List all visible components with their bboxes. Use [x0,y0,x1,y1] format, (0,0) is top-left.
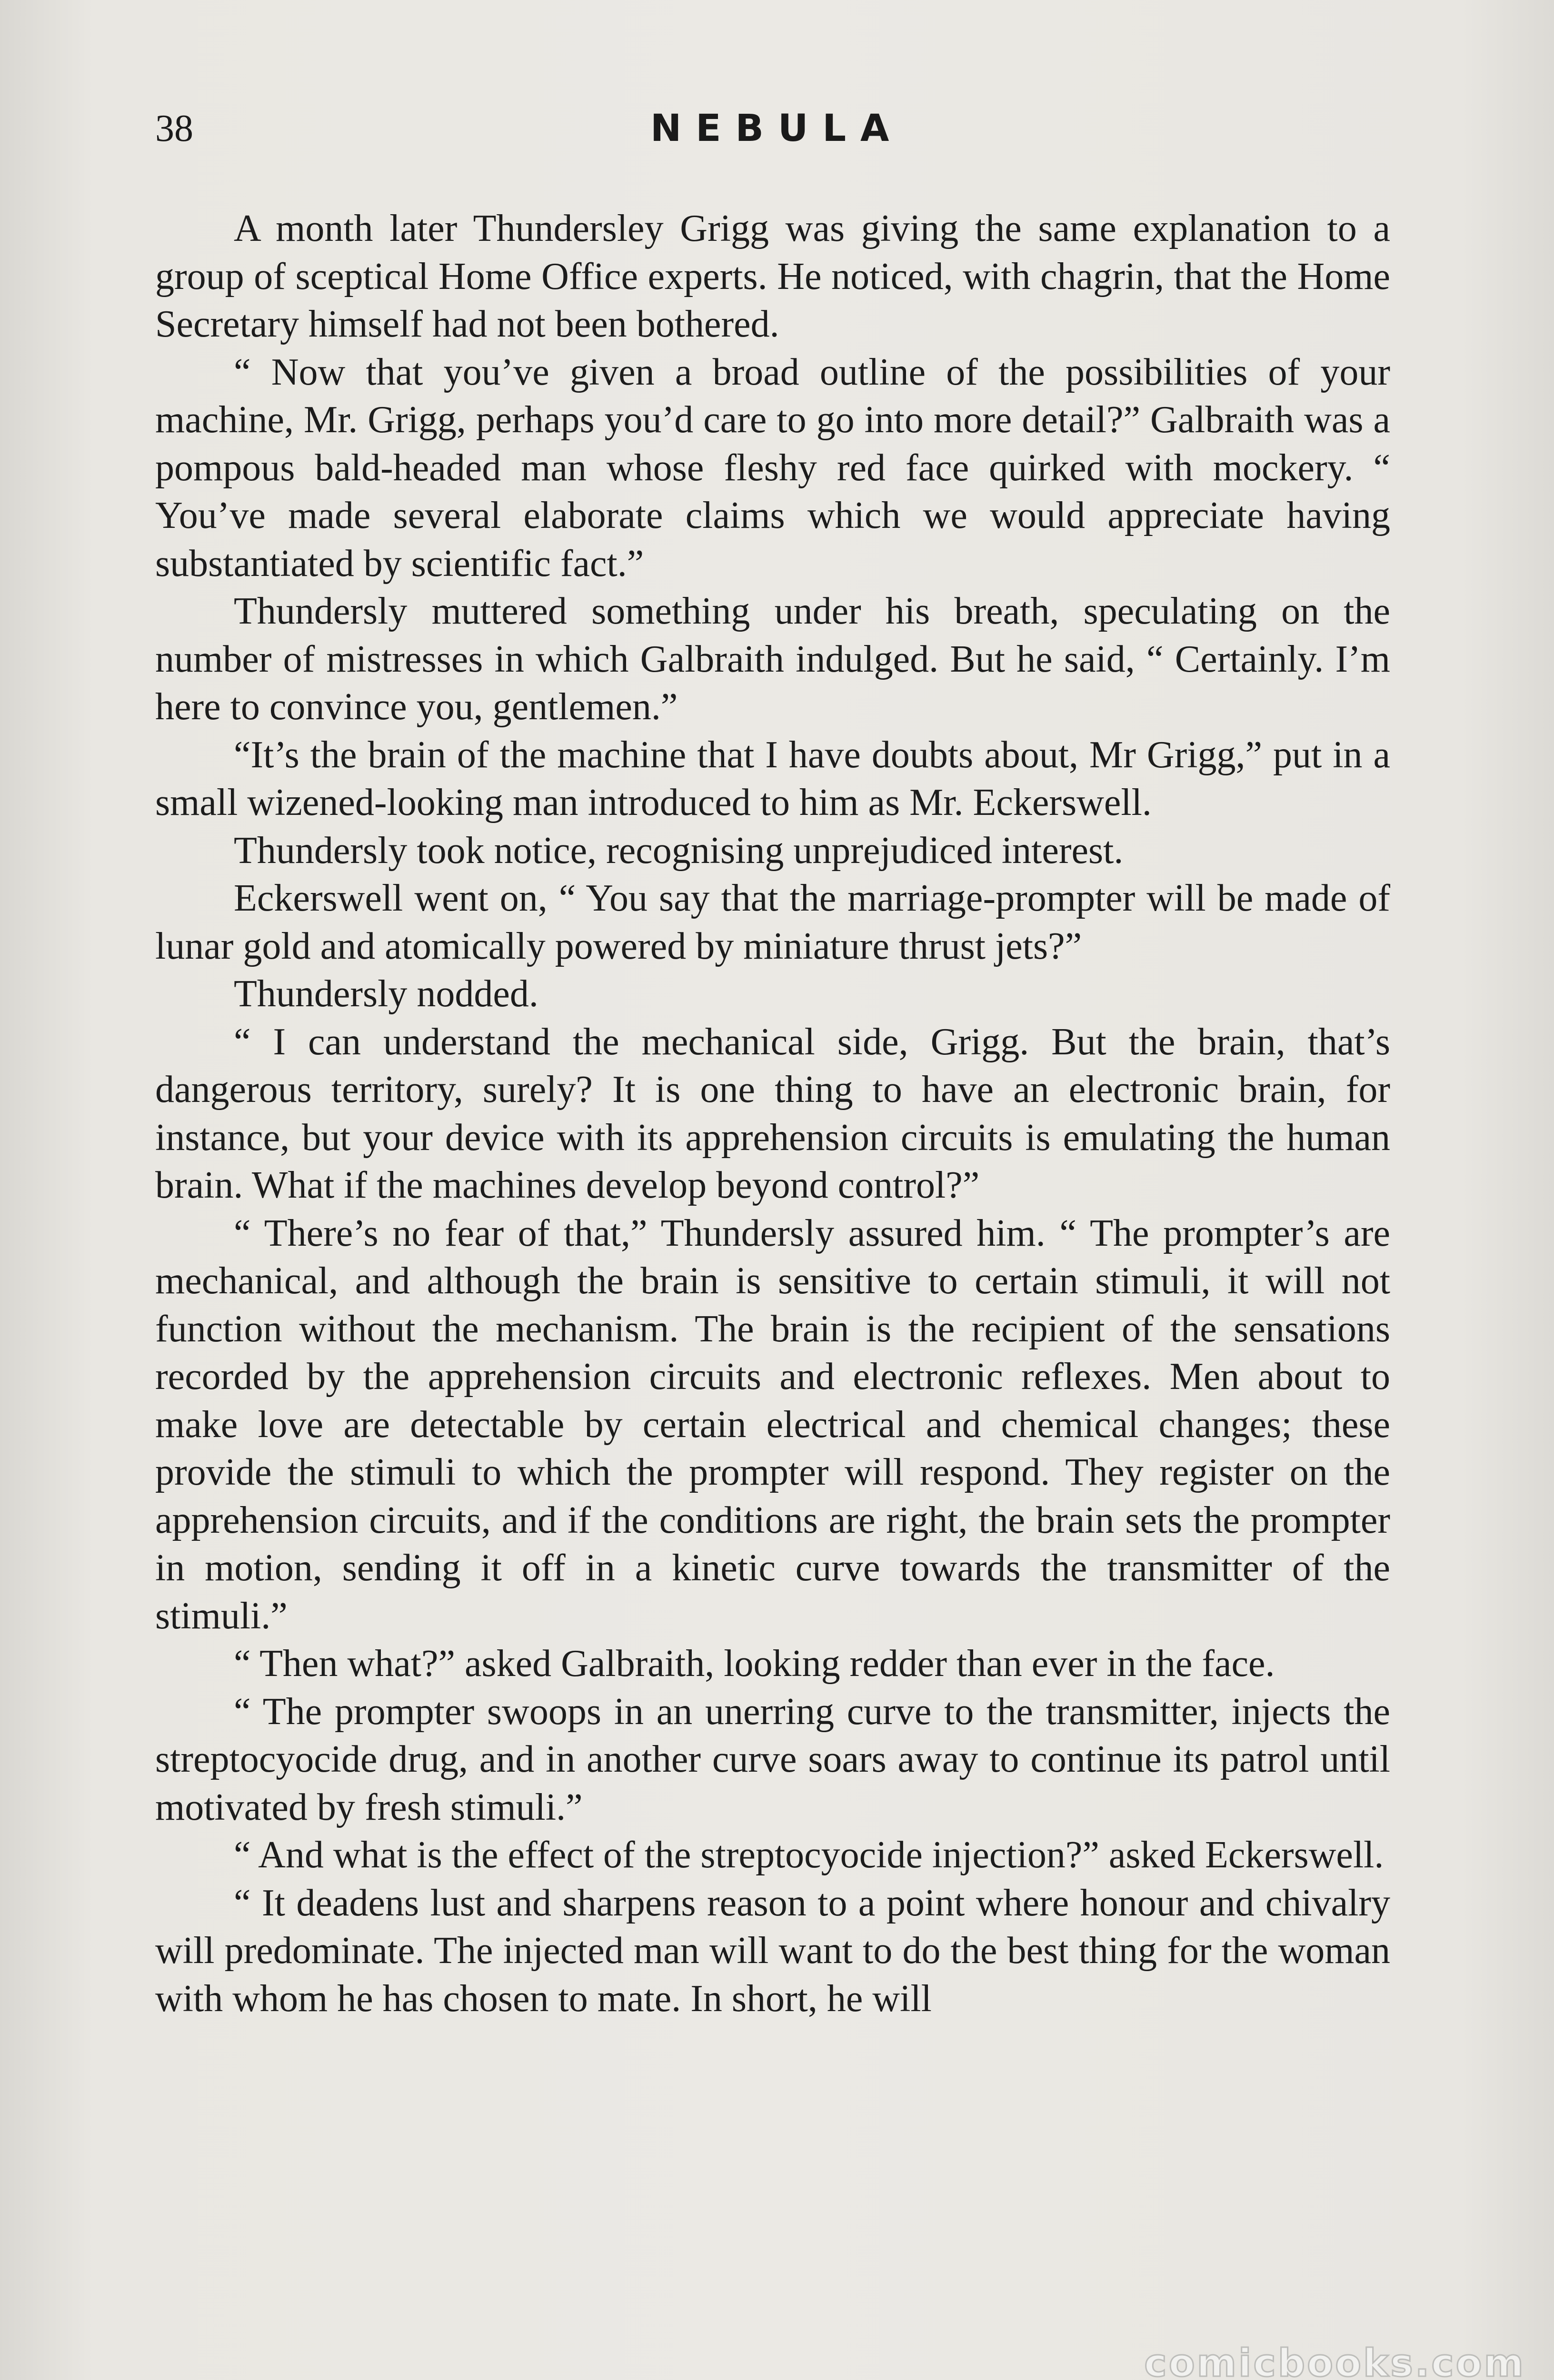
paragraph: “It’s the brain of the machine that I have doubts about, Mr Grigg,” put in a small wizened-looking man introduced to him as Mr. Eckerswell. [155,734,1390,823]
paragraph: “ There’s no fear of that,” Thundersly assured him. “ The prompter’s are mechanical, and although the brain is sensitive to certain stimuli, it will not function without the mechanism. The brain is the recipient of the sensations recorded by the apprehension circuits and electronic reflexes. Men about to make love are detectable by certain electrical and chemical changes; these provide the stimuli to which the prompter will respond. They register on the apprehension circuits, and if the conditions are right, the brain sets the prompter in motion, sending it off in a kinetic curve towards the transmitter of the stimuli.” [155,1212,1390,1637]
paragraph: Thundersly took notice, recognising unprejudiced interest. [234,829,1124,872]
body-text [155,205,1390,2023]
page-number: 38 [155,108,193,149]
paragraph: Eckerswell went on, “ You say that the marriage-prompter will be made of lunar gold and atomically powered by miniature thrust jets?” [155,877,1390,967]
paragraph: “ It deadens lust and sharpens reason to a point where honour and chivalry will predominate. The injected man will want to do the best thing for the woman with whom he has chosen to mate. In short, he will [155,1882,1390,2020]
paragraph: “ The prompter swoops in an unerring curve to the transmitter, injects the streptocyocide drug, and in another curve soars away to continue its patrol until motivated by fresh stimuli.” [155,1690,1390,1828]
paragraph: “ Now that you’ve given a broad outline of the possibilities of your machine, Mr. Grigg, perhaps you’d care to go into more detail?” Galbraith was a pompous bald-headed man whose fleshy red face quirked with mockery. “ You’ve made several elaborate claims which we would appreciate having substantiated by scientific fact.” [155,351,1390,585]
paragraph: “ Then what?” asked Galbraith, looking redder than ever in the face. [234,1643,1275,1685]
paragraph: Thundersly nodded. [234,973,538,1015]
paragraph: “ And what is the effect of the streptocyocide injection?” asked Eckerswell. [234,1834,1384,1876]
watermark: comicbooks.com [1144,2341,1525,2380]
page-header [155,98,1393,159]
running-title: NEBULA [650,107,904,150]
paragraph: Thundersly muttered something under his breath, speculating on the number of mistresses in which Galbraith indulged. But he said, “ Certainly. I’m here to convince you, gentlemen.” [155,590,1390,728]
paragraph: A month later Thundersley Grigg was giving the same explanation to a group of sceptical Home Office experts. He noticed, with chagrin, that the Home Secretary himself had not been bothered. [155,208,1390,345]
paragraph: “ I can understand the mechanical side, Grigg. But the brain, that’s dangerous territory, surely? It is one thing to have an electronic brain, for instance, but your device with its apprehension circuits is emulating the human brain. What if the machines develop beyond control?” [155,1021,1390,1206]
